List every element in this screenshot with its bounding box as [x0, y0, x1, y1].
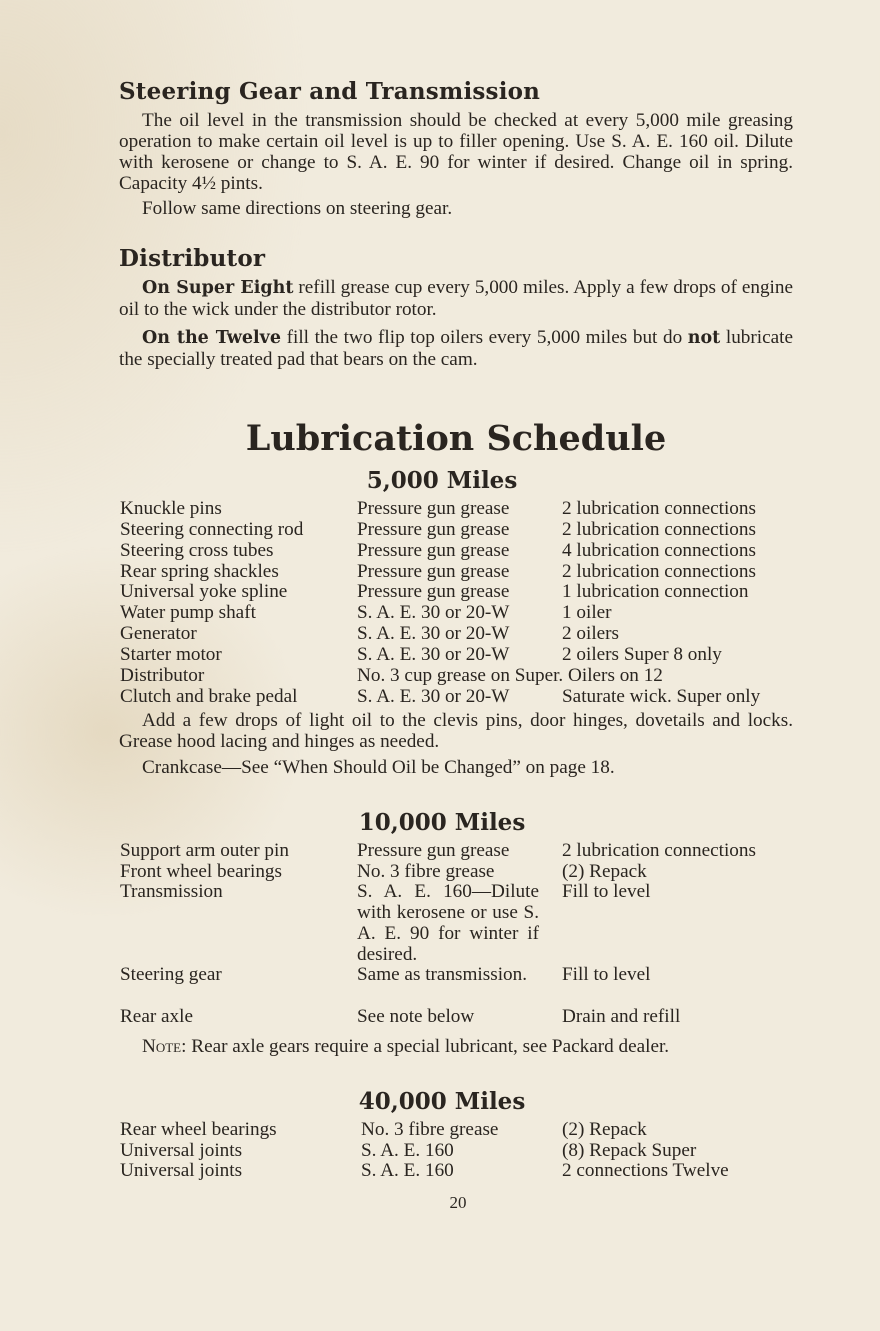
action-cell: 2 oilers Super 8 only: [562, 644, 722, 665]
super-eight-text: refill grease cup every 5,000 miles. Apply a few drops of engine oil to the wick under the distributor rotor.: [119, 277, 793, 320]
part-cell: Steering cross tubes: [120, 540, 274, 561]
part-cell: Knuckle pins: [120, 498, 222, 519]
part-cell: Clutch and brake pedal: [120, 686, 298, 707]
part-cell: Universal joints: [120, 1140, 243, 1161]
twelve-label: On the Twelve: [142, 328, 281, 348]
table-row: [0, 861, 880, 882]
action-cell: 2 connections Twelve: [562, 1160, 729, 1181]
lubricant-cell: Pressure gun grease: [357, 540, 510, 561]
part-cell: Water pump shaft: [120, 602, 256, 623]
transmission-part: Transmission: [120, 881, 223, 902]
part-cell: Front wheel bearings: [120, 861, 282, 882]
part-cell: Universal joints: [120, 1160, 243, 1181]
lubricant-cell: S. A. E. 160: [361, 1140, 454, 1161]
part-cell: Steering connecting rod: [120, 519, 304, 540]
table-row: [0, 665, 880, 686]
clevis-pins-note: Add a few drops of light oil to the clevis pins, door hinges, dovetails and locks. Grease hood lacing and hinges as needed.: [119, 710, 793, 752]
table-row: [0, 840, 880, 861]
table-row: [0, 519, 880, 540]
action-cell: (8) Repack Super: [562, 1140, 697, 1161]
table-row: [0, 540, 880, 561]
lubricant-cell: Pressure gun grease: [357, 581, 510, 602]
part-cell: Rear wheel bearings: [120, 1119, 277, 1140]
action-cell: 4 lubrication connections: [562, 540, 756, 561]
lubricant-cell: S. A. E. 160: [361, 1160, 454, 1181]
heading-5000-miles: 5,000 Miles: [366, 467, 518, 494]
action-cell: (2) Repack: [562, 1119, 647, 1140]
action-cell: 2 oilers: [562, 623, 620, 644]
action-cell: 2 lubrication connections: [562, 498, 756, 519]
lubricant-cell: Pressure gun grease: [357, 498, 510, 519]
transmission-action: Fill to level: [562, 881, 651, 902]
lubricant-cell: Pressure gun grease: [357, 519, 510, 540]
table-row: [0, 498, 880, 519]
table-row: [0, 1140, 880, 1161]
action-cell: 1 oiler: [562, 602, 612, 623]
action-cell: Saturate wick. Super only: [562, 686, 761, 707]
not-emphasis: not: [687, 328, 721, 348]
lubricant-cell: S. A. E. 30 or 20-W: [357, 686, 510, 707]
lubricant-cell: S. A. E. 30 or 20-W: [357, 644, 510, 665]
super-eight-label: On Super Eight: [142, 278, 294, 298]
steering-gear-part: Steering gear: [120, 964, 222, 985]
table-row: [0, 623, 880, 644]
part-cell: Rear axle: [120, 1006, 193, 1027]
lubricant-cell: No. 3 fibre grease: [361, 1119, 499, 1140]
steering-paragraph-2: Follow same directions on steering gear.: [142, 198, 453, 219]
steering-paragraph: The oil level in the transmission should be checked at every 5,000 mile greasing operation to make certain oil level is up to filler opening. Use S. A. E. 160 oil. Dilute with kerosene or change to S. A. E. 90 for winter if desired. Change oil in spring. Capacity 4½ pints.: [119, 110, 793, 194]
lubricant-cell: Pressure gun grease: [357, 840, 510, 861]
table-row: [0, 644, 880, 665]
note-text: Rear axle gears require a special lubricant, see Packard dealer.: [186, 1036, 670, 1057]
crankcase-note: Crankcase—See “When Should Oil be Changed” on page 18.: [142, 757, 615, 778]
lubricant-cell: No. 3 cup grease on Super. Oilers on 12: [357, 665, 663, 686]
note-label: Note:: [142, 1036, 187, 1057]
lubricant-cell: S. A. E. 30 or 20-W: [357, 623, 510, 644]
part-cell: Rear spring shackles: [120, 561, 279, 582]
rear-axle-note: [119, 1036, 793, 1057]
distributor-twelve-paragraph: [119, 327, 793, 370]
part-cell: Support arm outer pin: [120, 840, 289, 861]
table-row: [0, 1119, 880, 1140]
action-cell: Drain and refill: [562, 1006, 681, 1027]
action-cell: 2 lubrication connections: [562, 519, 756, 540]
part-cell: Starter motor: [120, 644, 222, 665]
distributor-heading: Distributor: [119, 245, 266, 272]
steering-gear-action: Fill to level: [562, 964, 651, 985]
twelve-text-a: fill the two flip top oilers every 5,000 miles but do: [280, 327, 688, 348]
part-cell: Generator: [120, 623, 197, 644]
steering-gear-lubricant: Same as transmission.: [357, 964, 528, 985]
table-row: [0, 1160, 880, 1181]
lubricant-cell: S. A. E. 30 or 20-W: [357, 602, 510, 623]
lubricant-cell: Pressure gun grease: [357, 561, 510, 582]
part-cell: Universal yoke spline: [120, 581, 288, 602]
part-cell: Distributor: [120, 665, 205, 686]
distributor-super-eight-paragraph: [119, 277, 793, 320]
lubricant-cell: No. 3 fibre grease: [357, 861, 495, 882]
lubricant-cell: See note below: [357, 1006, 475, 1027]
heading-10000-miles: 10,000 Miles: [358, 809, 526, 836]
table-row: [0, 1006, 880, 1027]
action-cell: 2 lubrication connections: [562, 840, 756, 861]
steering-heading: Steering Gear and Transmission: [119, 78, 541, 105]
page-number: 20: [449, 1193, 467, 1212]
heading-40000-miles: 40,000 Miles: [358, 1088, 526, 1115]
twelve-text-b: lubricate the specially treated pad that bears on the cam.: [119, 327, 793, 370]
table-row: [0, 581, 880, 602]
table-row: [0, 602, 880, 623]
action-cell: (2) Repack: [562, 861, 647, 882]
table-row: [0, 686, 880, 707]
action-cell: 2 lubrication connections: [562, 561, 756, 582]
table-row: [0, 561, 880, 582]
schedule-title: Lubrication Schedule: [245, 418, 667, 459]
action-cell: 1 lubrication connection: [562, 581, 749, 602]
transmission-lubricant: S. A. E. 160—Dilute with kerosene or use S. A. E. 90 for winter if desired.: [357, 881, 539, 965]
